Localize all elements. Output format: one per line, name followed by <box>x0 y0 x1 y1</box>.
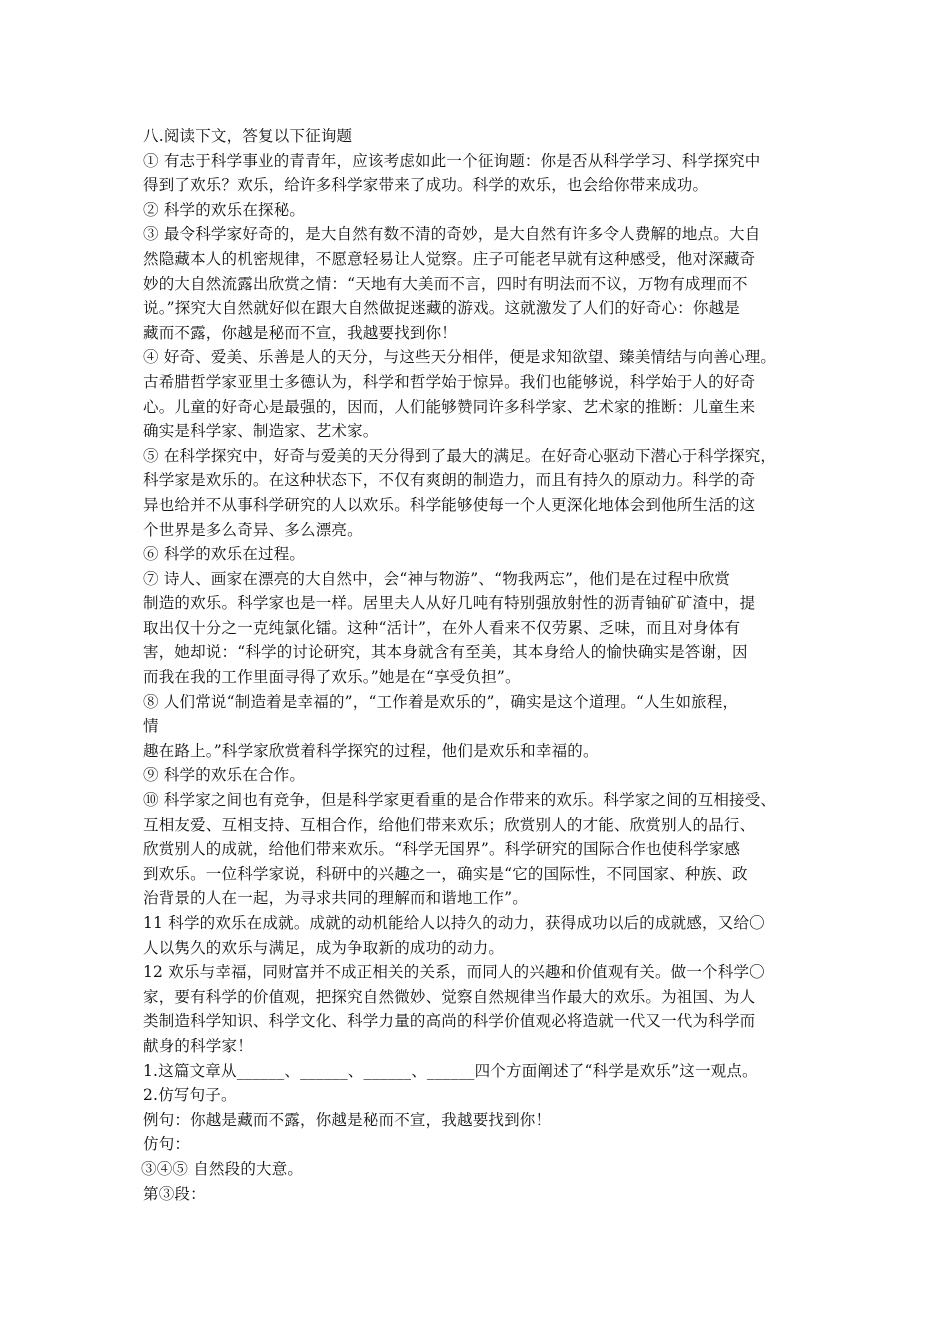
paragraph-4-line: 确实是科学家、制造家、艺术家。 <box>143 422 379 441</box>
paragraph-2-line: ② 科学的欢乐在探秘。 <box>143 200 306 219</box>
paragraph-11-line: 11 科学的欢乐在成就。成就的动机能给人以持久的动力，获得成功以后的成就感，又给〇 <box>143 914 765 932</box>
question-3: ③④⑤ 自然段的大意。 <box>141 1159 304 1178</box>
paragraph-10-line: 治背景的人在一起，为寻求共同的理解而和谐地工作”。 <box>143 889 528 908</box>
paragraph-5-line: 个世界是多么奇异、多么漂亮。 <box>143 520 363 539</box>
paragraph-7-line: 制造的欢乐。科学家也是一样。居里夫人从好几吨有特别强放射性的沥青铀矿矿渣中，提 <box>143 594 756 613</box>
paragraph-12-line: 家，要有科学的价值观，把探究自然微妙、觉察自然规律当作最大的欢乐。为祖国、为人 <box>143 987 756 1006</box>
paragraph-5-line: 科学家是欢乐的。在这种状态下，不仅有爽朗的制造力，而且有持久的原动力。科学的奇 <box>143 471 756 490</box>
paragraph-7-line: 取出仅十分之一克纯氯化镭。这种“活计”，在外人看来不仅劳累、乏味，而且对身体有 <box>143 618 741 637</box>
paragraph-4-line: ④ 好奇、爱美、乐善是人的天分，与这些天分相伴，便是求知欲望、臻美情结与向善心理。 <box>143 348 777 367</box>
paragraph-12-line: 12 欢乐与幸福，同财富并不成正相关的关系，而同人的兴趣和价值观有关。做一个科学〇 <box>143 963 765 982</box>
question-2: 2.仿写句子。 <box>143 1086 237 1105</box>
paragraph-5-line: 异也给并不从事科学研究的人以欢乐。科学能够使每一个人更深化地体会到他所生活的这 <box>143 495 756 514</box>
paragraph-12-line: 类制造科学知识、科学文化、科学力量的高尚的科学价值观必将造就一代又一代为科学而 <box>143 1012 756 1031</box>
paragraph-1-line: ① 有志于科学事业的青青年，应该考虑如此一个征询题：你是否从科学学习、科学探究中 <box>143 151 761 170</box>
paragraph-7-line: 而我在我的工作里面寻得了欢乐。”她是在“享受负担”。 <box>143 668 521 687</box>
document-body <box>143 124 823 1206</box>
example-sentence: 例句：你越是藏而不露，你越是秘而不宣，我越要找到你！ <box>143 1110 552 1129</box>
paragraph-5-line: ⑤ 在科学探究中，好奇与爱美的天分得到了最大的满足。在好奇心驱动下潜心于科学探究， <box>143 446 777 465</box>
paragraph-8-line: ⑧ 人们常说“制造着是幸福的”，“工作着是欢乐的”，确实是这个道理。“人生如旅程， <box>143 692 739 711</box>
paragraph-6-line: ⑥ 科学的欢乐在过程。 <box>143 545 306 564</box>
paragraph-11-line: 人以隽久的欢乐与满足，成为争取新的成功的动力。 <box>143 938 505 957</box>
paragraph-3-line: 藏而不露，你越是秘而不宣，我越要找到你！ <box>143 323 458 342</box>
paragraph-10-line: 互相友爱、互相支持、互相合作，给他们带来欢乐；欣赏别人的才能、欣赏别人的品行、 <box>143 815 756 834</box>
paragraph-7-line: 害，她却说：“科学的讨论研究，其本身就含有至美，其本身给人的愉快确实是答谢，因 <box>143 643 748 662</box>
section-heading: 八.阅读下文，答复以下征询题 <box>143 127 353 145</box>
paragraph-10-line: 到欢乐。一位科学家说，科研中的兴趣之一，确实是“它的国际性，不同国家、种族、政 <box>143 864 748 883</box>
paragraph-10-line: ⑩ 科学家之间也有竞争，但是科学家更看重的是合作带来的欢乐。科学家之间的互相接受、 <box>143 791 777 810</box>
paragraph-3-line: 说。”探究大自然就好似在跟大自然做捉迷藏的游戏。这就激发了人们的好奇心：你越是 <box>143 299 740 318</box>
paragraph-3-line: 然隐藏本人的机密规律，不愿意轻易让人觉察。庄子可能老早就有这种感受，他对深藏奇 <box>143 249 756 268</box>
paragraph-8-line: 情 <box>143 717 159 736</box>
paragraph-3-line: 妙的大自然流露出欣赏之情：“天地有大美而不言，四时有明法而不议，万物有成理而不 <box>143 274 748 293</box>
paragraph-10-line: 欣赏别人的成就，给他们带来欢乐。“科学无国界”。科学研究的国际合作也使科学家感 <box>143 840 741 859</box>
answer-label-paragraph-3: 第③段： <box>143 1184 206 1203</box>
paragraph-4-line: 古希腊哲学家亚里士多德认为，科学和哲学始于惊异。我们也能够说，科学始于人的好奇 <box>143 372 756 391</box>
paragraph-4-line: 心。儿童的好奇心是最强的，因而，人们能够赞同许多科学家、艺术家的推断：儿童生来 <box>143 397 756 416</box>
paragraph-9-line: ⑨ 科学的欢乐在合作。 <box>143 766 306 785</box>
question-1: 1.这篇文章从______、______、______、______四个方面阐述了“科学是欢乐”这一观点。 <box>143 1061 758 1080</box>
paragraph-3-line: ③ 最令科学家好奇的，是大自然有数不清的奇妙，是大自然有许多令人费解的地点。大自 <box>143 225 761 244</box>
paragraph-12-line: 献身的科学家！ <box>143 1036 253 1055</box>
paragraph-8-line: 趣在路上。”科学家欣赏着科学探究的过程，他们是欢乐和幸福的。 <box>143 741 599 760</box>
paragraph-7-line: ⑦ 诗人、画家在漂亮的大自然中，会“神与物游”、“物我两忘”，他们是在过程中欣赏 <box>143 569 731 588</box>
imitation-sentence-label: 仿句： <box>143 1135 191 1154</box>
paragraph-1-line: 得到了欢乐？欢乐，给许多科学家带来了成功。科学的欢乐，也会给你带来成功。 <box>143 176 709 195</box>
